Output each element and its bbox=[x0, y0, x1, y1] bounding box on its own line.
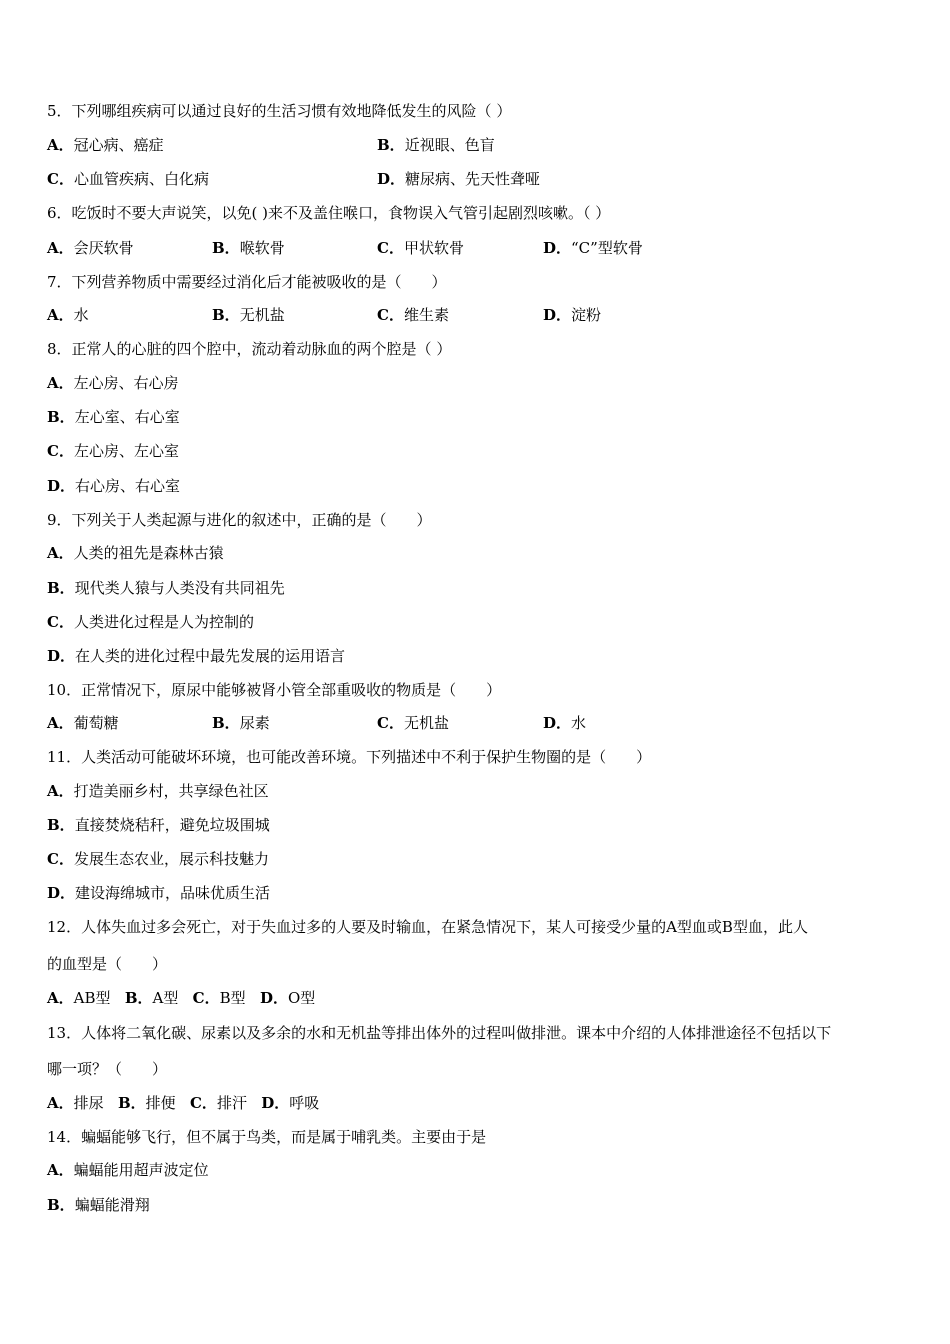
question-12-options bbox=[47, 988, 315, 1008]
question-5-option-b: B．近视眼、色盲 bbox=[377, 136, 495, 154]
question-7-stem: 7．下列营养物质中需要经过消化后才能被吸收的是（ ） bbox=[47, 273, 447, 291]
question-10-option-c: C．无机盐 bbox=[377, 714, 449, 732]
question-12-option-c: C．B型 bbox=[192, 989, 246, 1007]
question-12-option-b: B．A型 bbox=[124, 989, 179, 1007]
question-13-option-b: B．排便 bbox=[117, 1094, 176, 1112]
question-7-option-a: A．水 bbox=[47, 306, 89, 324]
question-8-option-a: A．左心房、右心房 bbox=[47, 374, 179, 392]
question-5-stem: 5．下列哪组疾病可以通过良好的生活习惯有效地降低发生的风险（ ） bbox=[47, 102, 512, 120]
question-11-option-b: B．直接焚烧秸秆，避免垃圾围城 bbox=[47, 816, 270, 834]
question-14-option-a: A．蝙蝠能用超声波定位 bbox=[47, 1161, 209, 1179]
question-10-option-b: B．尿素 bbox=[212, 714, 270, 732]
question-6-option-d: D．“C”型软骨 bbox=[543, 239, 643, 257]
question-8-option-b: B．左心室、右心室 bbox=[47, 408, 180, 426]
question-12-stem-continued: 的血型是（ ） bbox=[47, 955, 168, 973]
question-11-option-a: A．打造美丽乡村，共享绿色社区 bbox=[47, 782, 269, 800]
question-10-option-d: D．水 bbox=[543, 714, 587, 732]
question-14-stem: 14．蝙蝠能够飞行，但不属于鸟类，而是属于哺乳类。主要由于是 bbox=[47, 1128, 487, 1146]
question-6-stem: 6．吃饭时不要大声说笑，以免( )来不及盖住喉口，食物误入气管引起剧烈咳嗽。（ ） bbox=[47, 204, 611, 222]
question-6-option-c: C．甲状软骨 bbox=[377, 239, 464, 257]
question-9-stem: 9．下列关于人类起源与进化的叙述中，正确的是（ ） bbox=[47, 511, 432, 529]
question-13-stem: 13．人体将二氧化碳、尿素以及多余的水和无机盐等排出体外的过程叫做排泄。课本中介绍的人体排泄途径不包括以下 bbox=[47, 1024, 832, 1042]
question-6-option-b: B．喉软骨 bbox=[212, 239, 285, 257]
question-12-stem: 12．人体失血过多会死亡，对于失血过多的人要及时输血，在紧急情况下，某人可接受少量的A型血或B型血，此人 bbox=[47, 918, 808, 936]
question-5-option-a: A．冠心病、癌症 bbox=[47, 136, 164, 154]
question-8-option-d: D．右心房、右心室 bbox=[47, 477, 181, 495]
question-9-option-a: A．人类的祖先是森林古猿 bbox=[47, 544, 224, 562]
question-13-option-a: A．排尿 bbox=[47, 1094, 104, 1112]
question-13-option-d: D．呼吸 bbox=[261, 1094, 320, 1112]
question-6-option-a: A．会厌软骨 bbox=[47, 239, 134, 257]
question-10-stem: 10．正常情况下，原尿中能够被肾小管全部重吸收的物质是（ ） bbox=[47, 681, 502, 699]
question-13-option-c: C．排汗 bbox=[189, 1094, 247, 1112]
question-9-option-b: B．现代类人猿与人类没有共同祖先 bbox=[47, 579, 285, 597]
question-11-stem: 11．人类活动可能破坏环境，也可能改善环境。下列描述中不利于保护生物圈的是（ ） bbox=[47, 748, 652, 766]
question-10-option-a: A．葡萄糖 bbox=[47, 714, 119, 732]
question-8-option-c: C．左心房、左心室 bbox=[47, 442, 179, 460]
question-14-option-b: B．蝙蝠能滑翔 bbox=[47, 1196, 150, 1214]
question-7-option-d: D．淀粉 bbox=[543, 306, 602, 324]
question-12-option-d: D．O型 bbox=[259, 989, 316, 1007]
question-8-stem: 8．正常人的心脏的四个腔中，流动着动脉血的两个腔是（ ） bbox=[47, 340, 452, 358]
question-13-stem-continued: 哪一项？（ ） bbox=[47, 1060, 168, 1078]
question-11-option-c: C．发展生态农业，展示科技魅力 bbox=[47, 850, 269, 868]
question-9-option-d: D．在人类的进化过程中最先发展的运用语言 bbox=[47, 647, 346, 665]
question-11-option-d: D．建设海绵城市，品味优质生活 bbox=[47, 884, 271, 902]
question-9-option-c: C．人类进化过程是人为控制的 bbox=[47, 613, 254, 631]
question-5-option-d: D．糖尿病、先天性聋哑 bbox=[377, 170, 541, 188]
question-7-option-b: B．无机盐 bbox=[212, 306, 285, 324]
question-13-options bbox=[47, 1093, 319, 1113]
question-12-option-a: A．AB型 bbox=[47, 989, 111, 1007]
question-7-option-c: C．维生素 bbox=[377, 306, 449, 324]
question-5-option-c: C．心血管疾病、白化病 bbox=[47, 170, 209, 188]
